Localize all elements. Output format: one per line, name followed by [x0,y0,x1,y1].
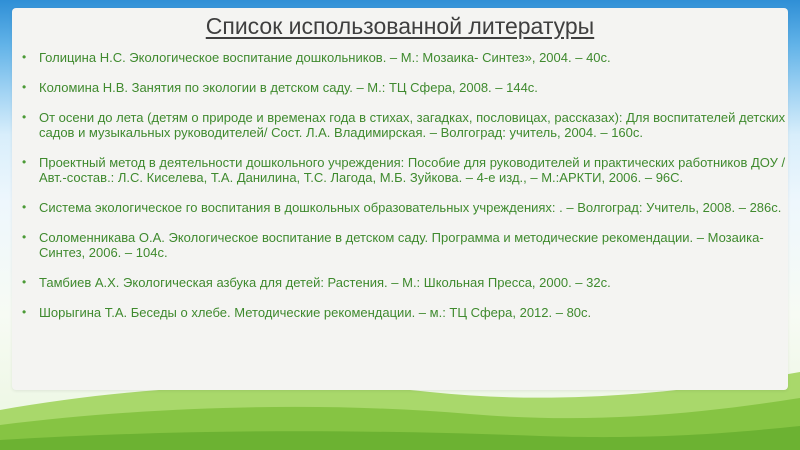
reference-item [20,50,790,65]
reference-list [20,50,790,335]
reference-item [20,305,790,320]
bullet-dot-icon: • [22,230,27,244]
reference-item [20,230,790,260]
bullet-dot-icon: • [22,200,27,214]
bullet-dot-icon: • [22,275,27,289]
reference-text: Проектный метод в деятельности дошкольного учреждения: Пособие для руководителей и практических работников ДОУ / Авт.-состав.: Л.С. Киселева, Т.А. Данилина, Т.С. Лагода, М.Б. Зуйкова. – 4-е изд., – М.:АРКТИ, 2006. – 96С. [39,155,786,185]
reference-text: От осени до лета (детям о природе и временах года в стихах, загадках, пословицах, рассказах): Для воспитателей детских садов и музыкальных руководителей/ Сост. Л.А. Владимирская. – Волгоград: учитель, 2004. – 160с. [39,110,786,140]
reference-item [20,110,790,140]
reference-item [20,80,790,95]
bullet-dot-icon: • [22,50,27,64]
reference-text: Соломенникава О.А. Экологическое воспитание в детском саду. Программа и методические рекомендации. – Мозаика-Синтез, 2006. – 104с. [39,230,764,260]
reference-text: Тамбиев А.Х. Экологическая азбука для детей: Растения. – М.: Школьная Пресса, 2000. – 32с. [39,275,611,290]
reference-text: Голицина Н.С. Экологическое воспитание дошкольников. – М.: Мозаика- Синтез», 2004. – 40с. [39,50,611,65]
slide-title: Список использованной литературы [205,13,595,39]
reference-text: Шорыгина Т.А. Беседы о хлебе. Методические рекомендации. – м.: ТЦ Сфера, 2012. – 80с. [39,305,592,320]
bullet-dot-icon: • [22,110,27,124]
reference-text: Коломина Н.В. Занятия по экологии в детском саду. – М.: ТЦ Сфера, 2008. – 144с. [39,80,538,95]
reference-text: Система экологическое го воспитания в дошкольных образовательных учреждениях: . – Волгоград: Учитель, 2008. – 286с. [39,200,782,215]
bullet-dot-icon: • [22,305,27,319]
reference-item [20,200,790,215]
reference-item [20,155,790,185]
bullet-dot-icon: • [22,155,27,169]
reference-item [20,275,790,290]
bullet-dot-icon: • [22,80,27,94]
